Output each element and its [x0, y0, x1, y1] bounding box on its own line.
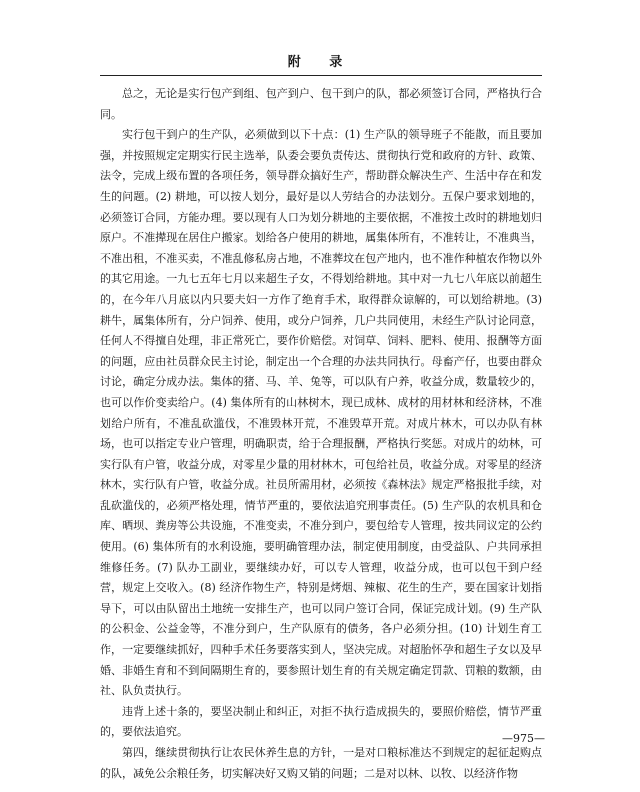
- paragraph-fourth-point: 第四，继续贯彻执行让农民休养生息的方针，一是对口粮标准达不到规定的起征起购点的队，减免公余粮任务，切实解决好又购又销的问题；二是对以林、以牧、以经济作物: [100, 746, 542, 780]
- page-number: —975—: [502, 732, 545, 745]
- paragraph-summary: 总之，无论是实行包产到组、包产到户、包干到户的队，都必须签订合同，严格执行合同。: [100, 87, 542, 121]
- body-text: [100, 84, 542, 784]
- running-head: 附 录: [100, 53, 542, 76]
- paragraph-ten-points: 实行包干到户的生产队，必须做到以下十点：(1) 生产队的领导班子不能散，而且要加强，并按照规定定期实行民主选举，队委会要负责传达、贯彻执行党和政府的方针、政策、法令，完成上级布置的各项任务，领导群众搞好生产，帮助群众解决生产、生活中存在和发生的问题。(2) 耕地，可以按人划分，最好是以人劳结合的办法划分。五保户要求划地的，必须签订合同，方能办理。要以现有人口为划分耕地的主要依据，不准按土改时的耕地划归原户。不准撵现在居住户搬家。划给各户使用的耕地，属集体所有，不准转让，不准典当，不准出租，不准买卖，不准乱修私房占地，不准葬坟在包产地内，也不准作种植农作物以外的其它用途。一九七五年七月以来超生子女，不得划给耕地。其中对一九七八年底以前超生的，在今年八月底以内只要夫妇一方作了绝育手术，取得群众谅解的，可以划给耕地。(3) 耕牛，属集体所有，分户饲养、使用，或分户饲养，几户共同使用，未经生产队讨论同意，任何人不得擅自处理，非正常死亡，要作价赔偿。对饲草、饲料、肥料、使用、报酬等方面的问题，应由社员群众民主讨论，制定出一个合理的办法共同执行。母畜产仔，也要由群众讨论，确定分成办法。集体的猪、马、羊、兔等，可以队有户养，收益分成，数量较少的，也可以作价变卖给户。(4) 集体所有的山林树木，现已成林、成材的用材林和经济林，不准划给户所有，不准乱砍滥伐，不准毁林开荒，不准毁草开荒。对成片林木，可以办队有林场，也可以指定专业户管理，明确职责，给于合理报酬，严格执行奖惩。对成片的幼林，可实行队有户管，收益分成，对零星少量的用材林木，可包给社员，收益分成。对零星的经济林木，实行队有户管，收益分成。社员所需用材，必须按《森林法》规定严格报批手续，对乱砍滥伐的，必须严格处理，情节严重的，要依法追究刑事责任。(5) 生产队的农机具和仓库、晒坝、粪房等公共设施，不准变卖，不准分到户，要包给专人管理，按共同议定的公约使用。(6) 集体所有的水利设施，要明确管理办法，制定使用制度，由受益队、户共同承担维修任务。(7) 队办工副业，要继续办好，可以专人管理，收益分成，也可以包干到户经营，规定上交收入。(8) 经济作物生产，特别是烤烟、辣椒、花生的生产，要在国家计划指导下，可以由队留出土地统一安排生产，也可以同户签订合同，保证完成计划。(9) 生产队的公积金、公益金等，不准分到户，生产队原有的债务，各户必须分担。(10) 计划生育工作，一定要继续抓好，四种手术任务要落实到人，坚决完成。对超胎怀孕和超生子女以及早婚、非婚生育和不到间隔期生育的，要参照计划生育的有关规定确定罚款、罚粮的数额，由社、队负责执行。: [100, 128, 542, 698]
- paragraph-violations: 违背上述十条的，要坚决制止和纠正，对拒不执行造成损失的，要照价赔偿，情节严重的，要依法追究。: [100, 704, 542, 739]
